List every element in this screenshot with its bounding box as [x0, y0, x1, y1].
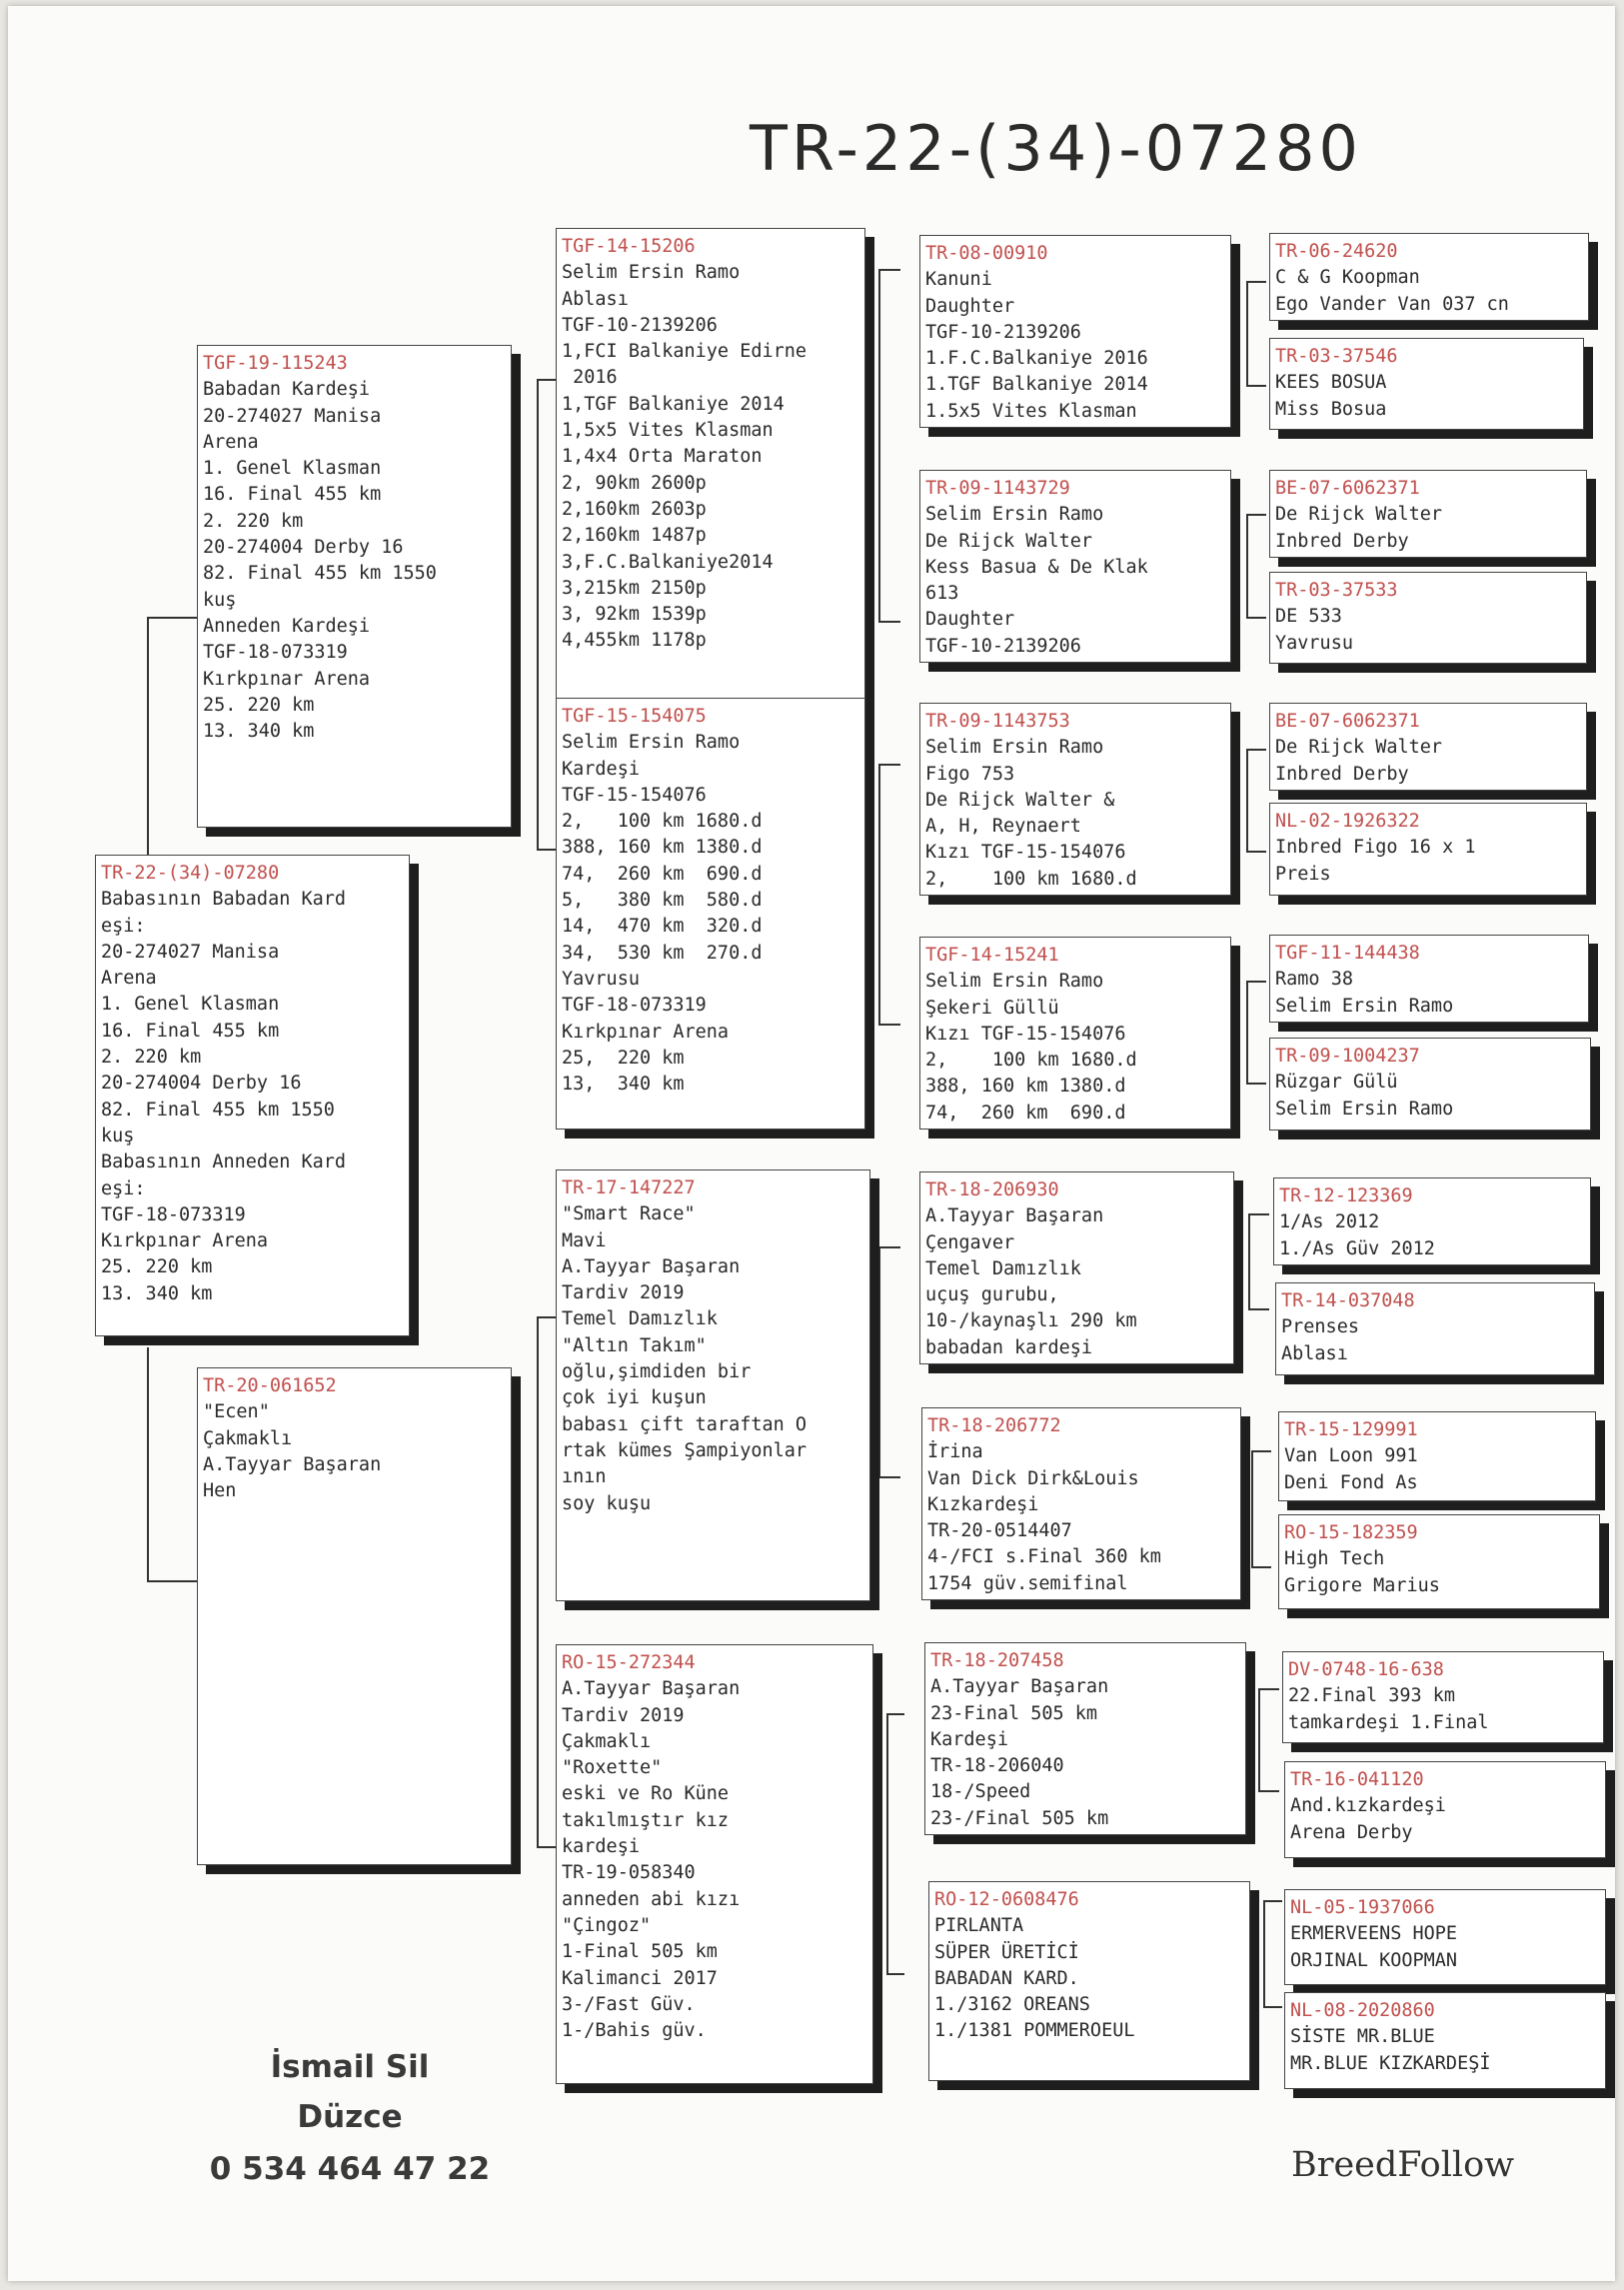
owner-city: Düzce — [297, 2099, 403, 2135]
pedigree-info-line: Arena — [203, 431, 259, 453]
pedigree-info-line: Babadan Kardeşi — [203, 379, 371, 401]
pedigree-info-line: Daughter — [925, 295, 1015, 317]
pedigree-info-line: soy kuşu — [562, 1492, 652, 1514]
pedigree-info-line: Prenses — [1281, 1316, 1359, 1338]
pedigree-info-line: 4-/FCI s.Final 360 km — [927, 1546, 1161, 1568]
pedigree-info-line: SİSTE MR.BLUE — [1290, 2026, 1435, 2048]
pedigree-card — [1278, 1411, 1596, 1501]
pedigree-info-line: 388, 160 km 1380.d — [562, 837, 763, 859]
ring-number: RO-15-182359 — [1284, 1522, 1418, 1543]
pedigree-info-line: MR.BLUE KIZKARDEŞİ — [1290, 2052, 1491, 2074]
ring-number: TGF-14-15206 — [562, 236, 696, 257]
pedigree-info-line: TGF-18-073319 — [203, 642, 348, 664]
pedigree-info-line: Ego Vander Van 037 cn — [1275, 293, 1509, 315]
pedigree-info-line: rtak kümes Şampiyonlar — [562, 1439, 808, 1461]
ring-number: RO-12-0608476 — [934, 1889, 1079, 1910]
pedigree-info-line: 74, 260 km 690.d — [925, 1102, 1126, 1124]
ring-number: TR-18-207458 — [930, 1650, 1064, 1671]
pedigree-info-line: 23-/Final 505 km — [930, 1807, 1109, 1829]
pedigree-info-line: Ablası — [1281, 1342, 1348, 1364]
pedigree-info-line: kuş — [101, 1125, 135, 1146]
pedigree-info-line: A, H, Reynaert — [925, 816, 1081, 838]
pedigree-info-line: 23-Final 505 km — [930, 1702, 1098, 1724]
ring-number: TR-08-00910 — [925, 243, 1048, 264]
ring-number: TR-14-037048 — [1281, 1290, 1415, 1311]
pedigree-info-line: Kızkardeşi — [927, 1493, 1039, 1515]
pedigree-card — [197, 345, 512, 828]
pedigree-card — [1282, 1651, 1604, 1743]
pedigree-info-line: Miss Bosua — [1275, 398, 1387, 420]
pedigree-info-line: 2,160km 1487p — [562, 525, 707, 547]
pedigree-card — [1273, 1177, 1591, 1265]
pedigree-info-line: Grigore Marius — [1284, 1574, 1440, 1596]
pedigree-info-line: Rüzgar Gülü — [1275, 1072, 1398, 1094]
pedigree-info-line: 2, 100 km 1680.d — [925, 1050, 1137, 1072]
pedigree-info-line: Ablası — [562, 288, 629, 310]
pedigree-info-line: 18-/Speed — [930, 1781, 1031, 1803]
pedigree-info-line: Van Loon 991 — [1284, 1445, 1418, 1467]
pedigree-card — [1284, 1992, 1606, 2089]
pedigree-info-line: 388, 160 km 1380.d — [925, 1076, 1126, 1098]
pedigree-info-line: 1/As 2012 — [1279, 1211, 1380, 1233]
pedigree-info-line: 3,F.C.Balkaniye2014 — [562, 551, 774, 573]
pedigree-card — [1269, 233, 1589, 321]
pedigree-info-line: 16. Final 455 km — [101, 1020, 280, 1042]
pedigree-info-line: Selim Ersin Ramo — [925, 504, 1104, 526]
pedigree-info-line: Selim Ersin Ramo — [562, 262, 741, 284]
pedigree-info-line: 1. Genel Klasman — [101, 994, 280, 1016]
pedigree-card — [1269, 935, 1589, 1023]
pedigree-info-line: 1754 güv.semifinal — [927, 1572, 1128, 1594]
pedigree-info-line: Kalimanci 2017 — [562, 1967, 718, 1989]
pedigree-info-line: Van Dick Dirk&Louis — [927, 1467, 1139, 1489]
pedigree-info-line: TGF-18-073319 — [562, 995, 707, 1017]
pedigree-card — [921, 1407, 1241, 1600]
pedigree-info-line: 1./3162 OREANS — [934, 1994, 1090, 2016]
pedigree-info-line: kuş — [203, 589, 237, 611]
pedigree-info-line: "Çingoz" — [562, 1914, 652, 1936]
pedigree-card — [924, 1642, 1246, 1835]
ring-number: NL-08-2020860 — [1290, 2000, 1435, 2021]
ring-number: TR-09-1143729 — [925, 478, 1070, 499]
pedigree-info-line: 25, 220 km — [562, 1047, 685, 1069]
pedigree-info-line: 3, 92km 1539p — [562, 604, 707, 626]
ring-number: BE-07-6062371 — [1275, 478, 1420, 499]
pedigree-info-line: 20-274027 Manisa — [203, 405, 382, 427]
pedigree-info-line: Çakmaklı — [203, 1427, 293, 1449]
pedigree-info-line: De Rijck Walter — [925, 530, 1093, 552]
pedigree-info-line: 14, 470 km 320.d — [562, 916, 763, 938]
pedigree-info-line: 25. 220 km — [101, 1256, 213, 1278]
pedigree-info-line: oğlu,şimdiden bir — [562, 1361, 752, 1383]
pedigree-info-line: tamkardeşi 1.Final — [1288, 1711, 1489, 1733]
ring-number: TR-22-(34)-07280 — [101, 863, 280, 884]
ring-number: TR-12-123369 — [1279, 1185, 1413, 1206]
pedigree-info-line: De Rijck Walter & — [925, 789, 1115, 811]
pedigree-info-line: Figo 753 — [925, 763, 1015, 785]
pedigree-info-line: İrina — [927, 1441, 983, 1463]
ring-number: TGF-11-144438 — [1275, 943, 1420, 964]
pedigree-info-line: Selim Ersin Ramo — [925, 971, 1104, 993]
pedigree-info-line: 2,160km 2603p — [562, 498, 707, 520]
pedigree-card — [928, 1881, 1250, 2081]
pedigree-info-line: 2, 100 km 1680.d — [562, 811, 763, 833]
pedigree-info-line: Inbred Derby — [1275, 763, 1409, 785]
pedigree-info-line: Kızı TGF-15-154076 — [925, 1023, 1126, 1045]
pedigree-card — [919, 235, 1231, 428]
pedigree-info-line: Selim Ersin Ramo — [1275, 1098, 1454, 1120]
pedigree-info-line: 2, 100 km 1680.d — [925, 868, 1137, 890]
pedigree-card — [556, 1169, 870, 1601]
pedigree-info-line: SÜPER ÜRETİCİ — [934, 1941, 1079, 1963]
pedigree-info-line: Kırkpınar Arena — [562, 1021, 730, 1043]
pedigree-info-line: TR-19-058340 — [562, 1862, 696, 1884]
pedigree-info-line: 3,215km 2150p — [562, 577, 707, 599]
pedigree-card — [1269, 703, 1587, 791]
pedigree-info-line: 13. 340 km — [203, 721, 315, 743]
pedigree-info-line: Kardeşi — [562, 758, 640, 780]
pedigree-card — [95, 855, 410, 1336]
owner-name: İsmail Sil — [270, 2049, 430, 2085]
pedigree-info-line: 20-274004 Derby 16 — [101, 1073, 302, 1095]
pedigree-card — [1269, 572, 1587, 664]
pedigree-info-line: Kardeşi — [930, 1728, 1008, 1750]
pedigree-info-line: BABADAN KARD. — [934, 1967, 1079, 1989]
pedigree-info-line: 22.Final 393 km — [1288, 1685, 1456, 1707]
pedigree-info-line: A.Tayyar Başaran — [925, 1205, 1104, 1227]
pedigree-info-line: Mavi — [562, 1229, 607, 1251]
pedigree-info-line: A.Tayyar Başaran — [930, 1676, 1109, 1698]
pedigree-info-line: 2, 90km 2600p — [562, 472, 707, 494]
pedigree-info-line: Kızı TGF-15-154076 — [925, 842, 1126, 864]
ring-number: RO-15-272344 — [562, 1652, 696, 1673]
ring-number: BE-07-6062371 — [1275, 711, 1420, 732]
pedigree-info-line: 1. Genel Klasman — [203, 458, 382, 480]
pedigree-info-line: uçuş gurubu, — [925, 1284, 1059, 1306]
ring-number: TGF-19-115243 — [203, 353, 348, 374]
pedigree-info-line: eski ve Ro Küne — [562, 1783, 730, 1805]
pedigree-info-line: 1.F.C.Balkaniye 2016 — [925, 348, 1148, 370]
pedigree-info-line: TGF-18-073319 — [101, 1203, 246, 1225]
pedigree-info-line: ORJINAL KOOPMAN — [1290, 1949, 1458, 1971]
ring-number: TR-15-129991 — [1284, 1419, 1418, 1440]
pedigree-info-line: TGF-10-2139206 — [925, 635, 1081, 657]
pedigree-info-line: Selim Ersin Ramo — [562, 732, 741, 754]
pedigree-info-line: 1-Final 505 km — [562, 1941, 718, 1963]
pedigree-info-line: 1,FCI Balkaniye Edirne — [562, 341, 808, 363]
pedigree-info-line: Preis — [1275, 863, 1331, 885]
pedigree-card — [1284, 1761, 1606, 1858]
pedigree-info-line: Selim Ersin Ramo — [925, 737, 1104, 759]
pedigree-info-line: TR-20-0514407 — [927, 1520, 1072, 1542]
pedigree-info-line: eşi: — [101, 1177, 146, 1199]
pedigree-info-line: Yavrusu — [1275, 632, 1353, 654]
pedigree-info-line: 1,5x5 Vites Klasman — [562, 420, 774, 442]
pedigree-card — [919, 1171, 1234, 1364]
pedigree-card — [1269, 470, 1587, 558]
pedigree-info-line: PIRLANTA — [934, 1915, 1024, 1937]
pedigree-info-line: takılmıştır kız — [562, 1809, 730, 1831]
ring-number: TR-03-37533 — [1275, 580, 1398, 601]
pedigree-info-line: TGF-10-2139206 — [562, 314, 718, 336]
pedigree-info-line: 3-/Fast Güv. — [562, 1993, 696, 2015]
ring-number: DV-0748-16-638 — [1288, 1659, 1444, 1680]
ring-number: TR-09-1143753 — [925, 711, 1070, 732]
pedigree-info-line: Yavrusu — [562, 968, 640, 990]
pedigree-info-line: Babasının Babadan Kard — [101, 889, 347, 911]
pedigree-info-line: "Altın Takım" — [562, 1334, 707, 1356]
pedigree-info-line: TGF-10-2139206 — [925, 321, 1081, 343]
pedigree-info-line: Tardiv 2019 — [562, 1704, 685, 1726]
pedigree-info-line: Anneden Kardeşi — [203, 615, 371, 637]
pedigree-info-line: 20-274004 Derby 16 — [203, 537, 404, 559]
pedigree-info-line: 25. 220 km — [203, 694, 315, 716]
pedigree-info-line: 13. 340 km — [101, 1282, 213, 1304]
pedigree-card — [919, 470, 1231, 663]
pedigree-info-line: babası çift taraftan O — [562, 1413, 808, 1435]
pedigree-info-line: DE 533 — [1275, 606, 1342, 628]
pedigree-info-line: ERMERVEENS HOPE — [1290, 1923, 1458, 1945]
pedigree-info-line: A.Tayyar Başaran — [203, 1453, 382, 1475]
pedigree-info-line: Selim Ersin Ramo — [1275, 995, 1454, 1017]
ring-number: NL-05-1937066 — [1290, 1897, 1435, 1918]
pedigree-info-line: Şekeri Güllü — [925, 997, 1059, 1019]
pedigree-info-line: Arena — [101, 968, 157, 990]
pedigree-info-line: anneden abi kızı — [562, 1888, 741, 1910]
ring-number: TR-03-37546 — [1275, 346, 1398, 367]
pedigree-info-line: A.Tayyar Başaran — [562, 1255, 741, 1277]
pedigree-card — [556, 1644, 873, 2084]
pedigree-info-line: ının — [562, 1466, 607, 1488]
pedigree-info-line: 74, 260 km 690.d — [562, 863, 763, 885]
pedigree-info-line: eşi: — [101, 915, 146, 937]
pedigree-info-line: C & G Koopman — [1275, 267, 1420, 289]
pedigree-card — [1278, 1514, 1600, 1609]
pedigree-info-line: 10-/kaynaşlı 290 km — [925, 1310, 1137, 1332]
ring-number: TR-09-1004237 — [1275, 1046, 1420, 1067]
pedigree-info-line: Kırkpınar Arena — [203, 668, 371, 690]
pedigree-info-line: 5, 380 km 580.d — [562, 890, 763, 912]
ring-number: TR-18-206930 — [925, 1179, 1059, 1200]
pedigree-card — [1269, 1038, 1591, 1131]
pedigree-info-line: 1./1381 POMMEROEUL — [934, 2020, 1135, 2042]
pedigree-card — [556, 698, 865, 1130]
owner-phone: 0 534 464 47 22 — [209, 2151, 491, 2187]
pedigree-info-line: Hen — [203, 1480, 237, 1502]
pedigree-info-line: De Rijck Walter — [1275, 737, 1443, 759]
ring-number: TR-18-206772 — [927, 1415, 1061, 1436]
pedigree-info-line: Deni Fond As — [1284, 1471, 1418, 1493]
pedigree-info-line: Inbred Derby — [1275, 530, 1409, 552]
pedigree-info-line: 2. 220 km — [101, 1047, 202, 1069]
ring-number: TR-16-041120 — [1290, 1769, 1424, 1790]
pedigree-info-line: 82. Final 455 km 1550 — [203, 563, 437, 585]
pedigree-info-line: Babasının Anneden Kard — [101, 1151, 347, 1173]
pedigree-info-line: TGF-15-154076 — [562, 784, 707, 806]
pedigree-card — [197, 1367, 512, 1865]
pedigree-info-line: Kırkpınar Arena — [101, 1230, 269, 1252]
pedigree-info-line: Tardiv 2019 — [562, 1282, 685, 1304]
pedigree-info-line: Daughter — [925, 609, 1015, 631]
pedigree-info-line: "Ecen" — [203, 1401, 270, 1423]
pedigree-card — [1269, 338, 1584, 430]
ring-number: NL-02-1926322 — [1275, 811, 1420, 832]
pedigree-info-line: And.kızkardeşi — [1290, 1795, 1446, 1817]
pedigree-info-line: 1./As Güv 2012 — [1279, 1237, 1435, 1259]
pedigree-info-line: TR-18-206040 — [930, 1755, 1064, 1777]
pedigree-info-line: 34, 530 km 270.d — [562, 942, 763, 964]
brand-logo: BreedFollow — [1291, 2145, 1515, 2185]
ring-number: TR-17-147227 — [562, 1177, 696, 1198]
pedigree-info-line: babadan kardeşi — [925, 1336, 1093, 1358]
pedigree-info-line: kardeşi — [562, 1836, 640, 1858]
pedigree-info-line: 1.5x5 Vites Klasman — [925, 400, 1137, 422]
pedigree-card — [1275, 1282, 1595, 1375]
pedigree-card — [1284, 1889, 1606, 1985]
ring-number: TR-06-24620 — [1275, 241, 1398, 262]
pedigree-info-line: 1-/Bahis güv. — [562, 2020, 707, 2042]
pedigree-card — [919, 703, 1231, 896]
ring-number: TGF-15-154075 — [562, 706, 707, 727]
pedigree-info-line: Arena Derby — [1290, 1821, 1413, 1843]
pedigree-info-line: Kess Basua & De Klak — [925, 556, 1148, 578]
pedigree-title: TR-22-(34)-07280 — [750, 112, 1362, 185]
pedigree-info-line: De Rijck Walter — [1275, 504, 1443, 526]
pedigree-info-line: KEES BOSUA — [1275, 372, 1387, 394]
pedigree-info-line: Çengaver — [925, 1231, 1015, 1253]
pedigree-info-line: çok iyi kuşun — [562, 1387, 707, 1409]
pedigree-card — [1269, 803, 1587, 896]
pedigree-info-line: "Roxette" — [562, 1757, 663, 1779]
pedigree-info-line: 1.TGF Balkaniye 2014 — [925, 374, 1148, 396]
pedigree-info-line: 82. Final 455 km 1550 — [101, 1099, 335, 1121]
ring-number: TR-20-061652 — [203, 1375, 337, 1396]
pedigree-info-line: 4,455km 1178p — [562, 630, 707, 652]
ring-number: TGF-14-15241 — [925, 945, 1059, 966]
pedigree-info-line: Temel Damızlık — [562, 1308, 718, 1330]
pedigree-info-line: A.Tayyar Başaran — [562, 1678, 741, 1700]
pedigree-info-line: 13, 340 km — [562, 1074, 685, 1096]
pedigree-info-line: Çakmaklı — [562, 1730, 652, 1752]
pedigree-info-line: 16. Final 455 km — [203, 484, 382, 506]
pedigree-info-line: High Tech — [1284, 1548, 1385, 1570]
pedigree-info-line: Temel Damızlık — [925, 1257, 1081, 1279]
pedigree-info-line: Inbred Figo 16 x 1 — [1275, 837, 1476, 859]
pedigree-info-line: 20-274027 Manisa — [101, 941, 280, 963]
pedigree-info-line: 1,TGF Balkaniye 2014 — [562, 393, 785, 415]
pedigree-info-line: 613 — [925, 583, 959, 605]
pedigree-card — [919, 937, 1231, 1130]
pedigree-info-line: Ramo 38 — [1275, 969, 1353, 991]
pedigree-info-line: "Smart Race" — [562, 1203, 696, 1225]
pedigree-info-line: 2016 — [562, 367, 618, 389]
pedigree-info-line: Kanuni — [925, 269, 992, 291]
pedigree-info-line: 1,4x4 Orta Maraton — [562, 446, 763, 468]
pedigree-info-line: 2. 220 km — [203, 510, 304, 532]
